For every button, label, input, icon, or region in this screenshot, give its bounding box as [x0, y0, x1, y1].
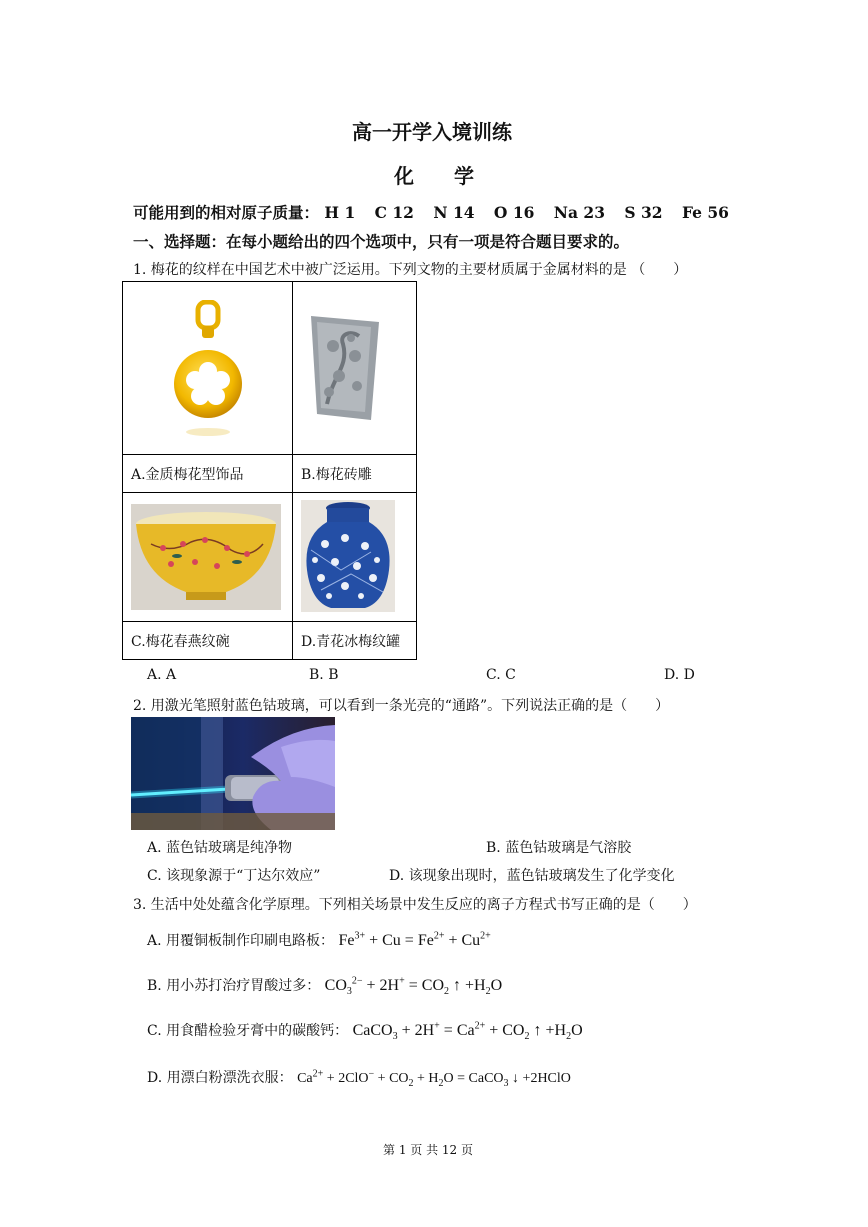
option-b-label: B.梅花砖雕: [301, 467, 372, 483]
plum-swallow-bowl-image: [131, 504, 281, 610]
q2-option-a: A. 蓝色钴玻璃是纯净物: [147, 840, 293, 856]
q3-option-c-text: C. 用食醋检验牙膏中的碳酸钙：: [147, 1023, 349, 1039]
q3-option-a: [147, 930, 491, 950]
q3-option-a-equation: $Fe^{3+} + Cu = Fe^{2+} + Cu^{2+}$: [338, 930, 491, 949]
q2-option-c: C. 该现象源于“丁达尔效应”: [147, 868, 321, 884]
q1-stem: 1. 梅花的纹样在中国艺术中被广泛运用。下列文物的主要材质属于金属材料的是 （ ）: [133, 262, 688, 278]
table-divider: [123, 621, 416, 622]
q3-stem: 3. 生活中处处蕴含化学原理。下列相关场景中发生反应的离子方程式书写正确的是（ ）: [133, 897, 697, 913]
option-c-label: C.梅花春燕纹碗: [131, 634, 230, 650]
subject-title: 化 学: [394, 164, 484, 188]
q3-option-b: [147, 975, 503, 998]
atomic-mass-c: C 12: [374, 203, 414, 222]
q2-stem: 2. 用激光笔照射蓝色钴玻璃，可以看到一条光亮的“通路”。下列说法正确的是（ ）: [133, 698, 670, 714]
q3-option-b-text: B. 用小苏打治疗胃酸过多：: [147, 978, 321, 994]
option-a-label: A.金质梅花型饰品: [131, 467, 244, 483]
blue-ice-plum-jar-image: [301, 500, 395, 612]
page-number: 第 1 页 共 12 页: [383, 1143, 473, 1157]
q1-choice-d: D. D: [664, 667, 695, 683]
table-divider: [123, 492, 416, 493]
atomic-mass-fe: Fe 56: [681, 203, 729, 222]
page-title: 高一开学入境训练: [352, 120, 512, 144]
gold-plum-pendant-image: [171, 300, 245, 440]
q2-option-b: B. 蓝色钴玻璃是气溶胶: [486, 840, 632, 856]
table-divider: [292, 282, 293, 659]
atomic-mass-n: N 14: [433, 203, 475, 222]
atomic-mass-h: H 1: [324, 203, 356, 222]
atomic-mass-s: S 32: [624, 203, 663, 222]
q1-choice-b: B. B: [309, 667, 339, 683]
q3-option-a-text: A. 用覆铜板制作印刷电路板：: [147, 933, 335, 949]
q3-option-c-equation: CaCO$_3$ + $2H^+ = Ca^{2+} + CO_2$ ↑ $+H_2O$: [352, 1020, 583, 1043]
q3-option-d: [147, 1067, 571, 1087]
section-title: 一、选择题：在每小题给出的四个选项中，只有一项是符合题目要求的。: [133, 232, 630, 251]
table-divider: [123, 454, 416, 455]
atomic-mass-line: [133, 201, 729, 223]
atomic-mass-label: 可能用到的相对原子质量：: [133, 203, 320, 222]
q1-choice-c: C. C: [486, 667, 516, 683]
q3-option-d-equation: $Ca^{2+} + 2ClO^- + CO_2 + H_2O$ = CaCO$_3$ ↓ +2HClO: [297, 1068, 571, 1089]
plum-brick-carving-image: [309, 316, 381, 420]
q3-option-d-text: D. 用漂白粉漂洗衣服：: [147, 1070, 293, 1086]
q2-option-d: D. 该现象出现时，蓝色钴玻璃发生了化学变化: [389, 868, 675, 884]
laser-cobalt-glass-image: [131, 717, 335, 830]
q1-image-table: [122, 281, 417, 660]
q1-choice-a: A. A: [147, 667, 177, 683]
q3-option-b-equation: $CO_3^{2-} + 2H^+ = CO_2$ ↑ $+H_2O$: [324, 975, 503, 998]
atomic-mass-o: O 16: [493, 203, 535, 222]
q3-option-c: [147, 1020, 583, 1043]
option-d-label: D.青花冰梅纹罐: [301, 634, 401, 650]
atomic-mass-na: Na 23: [553, 203, 605, 222]
